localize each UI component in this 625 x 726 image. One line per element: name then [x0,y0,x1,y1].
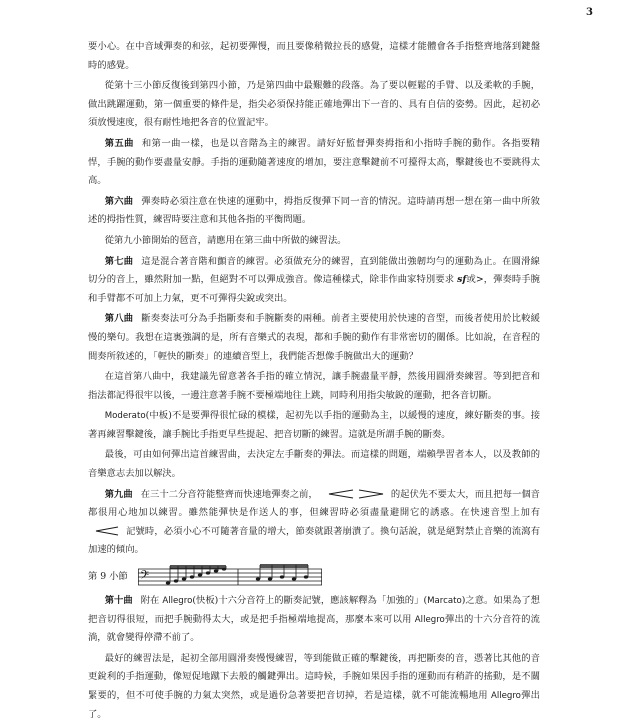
section-etude-9 [88,486,540,560]
etude-7-text-b: 或>，彈奏時手腕和手臂都不可加上力氣，更不可彈得尖銳或突出。 [88,274,540,304]
section-etude-7 [88,253,540,309]
term-allegro-3: Allegro [490,691,521,701]
heading-etude-7: 第七曲 [104,255,134,267]
etude-9-text-b: 的起伏先不要太大，而且把每一個音都很用心地加以練習。雖然能彈快是作送人的事，但練習時必須盡量避開它的誘惑。在快速音型上加有 [88,488,540,519]
moderato-text: (中板)不是要彈得很忙碌的模樣，起初先以手指的運動為主，以緩慢的速度，練好斷奏的事。接著再練習擊鍵後，讓手腕比手指更早些提起、把音切斷的練習。這就是所謂手腕的斷奏。 [88,410,540,440]
sforzando-symbol: sf [457,274,467,286]
paragraph-etude-8-practice: 在這首第八曲中，我建議先留意著各手指的確立情況，讓手腕盡量平靜，然後用圓滑奏練習。等到把音和指法都記得很牢以後，一邊注意著手腕不要極端地往上跳，同時利用指尖敏銳的運動，把各音切斷。 [88,371,540,401]
section-etude-8 [88,310,540,366]
etude-8-text: 斷奏奏法可分為手指斷奏和手腕斷奏的兩種。前者主要使用於快速的音型，而後者使用於比較緩慢的樂句。我想在這裏強調的是，所有音樂式的表現，都和手腕的動作有非常密切的關係。比如說，在音程的間奏所敘述的，「輕快的斷奏」的連續音型上，我們能否想像手腕做出大的運動？ [88,313,540,362]
document-body [88,38,540,726]
section-etude-6 [88,193,540,230]
section-etude-5 [88,135,540,191]
paragraph-measure-13: 從第十三小節反復後到第四小節，乃是第四曲中最艱難的段落。為了要以輕鬆的手臂、以及柔軟的手腕，做出跳躍運動，第一個重要的條件是，指尖必須保持能正確地彈出下一音的、具有自信的姿勢。因此，起初必須放慢速度，很有耐性地把各音的位置記牢。 [88,80,540,129]
best-practice-text-b: 彈出了。 [88,690,540,720]
term-marcato: Marcato [427,596,462,607]
etude-9-text-a: 在三十二分音符能整齊而快速地彈奏之前， [140,488,318,500]
paragraph-moderato [88,407,540,444]
etude-10-text-d: 彈出的十六分音符的流淌，就會變得停滯不前了。 [88,613,540,644]
crescendo-decrescendo-icon [327,489,385,499]
page-number: 3 [586,7,593,18]
etude-10-text-b: (快板)十六分音符上的斷奏記號，應該解釋為「加強的」( [192,595,428,607]
best-practice-text-a: 最好的練習法是，起初全部用圓滑奏慢慢練習，等到能做正確的擊鍵後，再把斷奏的音，憑著比其他的音更銳利的手指運動，像短促地蹴下去般的觸鍵彈出。這時候，手腕如果因手指的運動而有稍許的搖動，是不關緊要的，但不可使手腕的力氣太突然，或是過份急著要把音切掉，若是這樣，就不可能流暢地用 [88,652,540,701]
etude-5-text: 和第一曲一樣，也是以音階為主的練習。請好好監督彈奏拇指和小指時手腕的動作。各指要精悍，手腕的動作要盡量安靜。手指的運動隨著速度的增加，要注意擊鍵前不可擡得太高，擊鍵後也不要跳得太高。 [88,137,540,187]
etude-9-text-c: 記號時，必須小心不可隨著音量的增大，節奏就跟著崩潰了。換句話說，就是絕對禁止音樂的流瀉有加速的傾向。 [88,525,540,556]
paragraph-best-practice [88,650,540,724]
heading-etude-8: 第八曲 [104,313,134,325]
term-allegro-2: Allegro [414,614,445,625]
heading-etude-6: 第六曲 [104,195,134,207]
heading-etude-5: 第五曲 [104,137,134,149]
crescendo-icon [94,526,120,536]
heading-etude-10: 第十曲 [104,595,133,607]
music-example-label: 第 9 小節 [88,570,128,582]
etude-10-text-a: 附在 [140,595,160,607]
music-staff-illustration [138,564,322,590]
etude-6-text: 彈奏時必須注意在快速的運動中，拇指反復彈下同一音的情況。這時請再想一想在第一曲中所敘述的拇指性質，練習時要注意和其他各指的平衡問題。 [88,195,540,226]
music-example [88,564,540,590]
heading-etude-9: 第九曲 [104,488,133,500]
term-moderato: Moderato [104,411,146,422]
paragraph-left-hand: 最後，可由如何彈出這首練習曲，去決定左手斷奏的彈法。而這樣的問題，端賴學習者本人，以及教師的音樂意志去加以解決。 [88,449,540,480]
term-allegro: Allegro [162,596,193,607]
svg-text:𝄢: 𝄢 [139,569,149,586]
etude-10-text-c: )之意。如果為了想把音切得很短，而把手腕動得太大，或是把手指極端地提高，那麼本來可以用 [88,595,540,625]
section-etude-10 [88,592,540,648]
paragraph-measure-9: 從第九小節開始的琶音，請應用在第三曲中所做的練習法。 [104,234,347,246]
paragraph-intro: 要小心。在中音域彈奏的和弦，起初要彈慢，而且要像稍微拉長的感覺，這樣才能體會各手指整齊地落到鍵盤時的感覺。 [88,41,540,71]
etude-7-text-a: 這是混合著音階和顫音的練習。必須做充分的練習，直到能做出強韌均勻的運動為止。在圓滑線切分的音上，雖然附加一點，但絕對不可以彈成強音。像這種樣式，除非作曲家特別要求 [88,255,540,286]
